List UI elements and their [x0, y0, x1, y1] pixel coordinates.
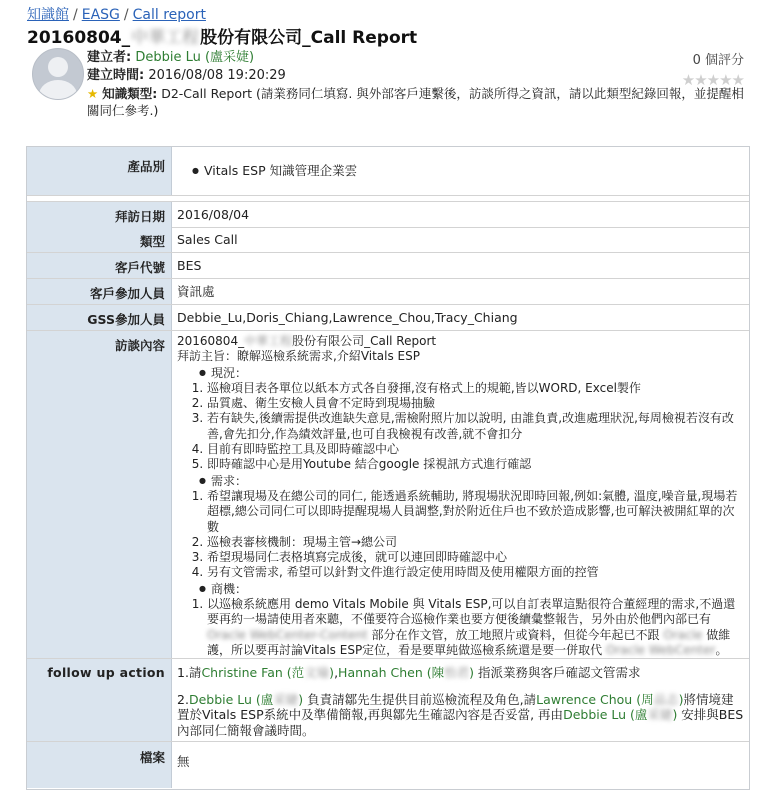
creator-label: 建立者:	[87, 50, 132, 65]
row-label	[27, 202, 172, 227]
row-value: Sales Call	[177, 232, 238, 247]
row-visit-date	[27, 201, 749, 228]
redacted-text: Oracle	[663, 627, 703, 642]
row-type	[27, 227, 749, 253]
person-link[interactable]: Debbie Lu (盧	[563, 707, 648, 722]
redacted-text: 采婕	[273, 691, 299, 707]
row-label-text: follow up action	[47, 665, 165, 680]
row-label-text: GSS參加人員	[87, 312, 165, 327]
knowledge-type-value: D2-Call Report (請業務同仁填寫. 與外部客戶連繫後，訪談所得之資訊，請以此類型紀錄回報，並提醒相關同仁參考.)	[87, 86, 744, 118]
avatar-body-shape	[39, 80, 77, 100]
creator-name[interactable]: Debbie Lu (盧采婕)	[135, 50, 255, 65]
rating-stars-icon[interactable]: ★★★★★	[681, 71, 744, 89]
row-label	[27, 659, 172, 741]
page-title	[27, 23, 417, 48]
row-label-text: 訪談內容	[114, 338, 165, 353]
opportunity-text: 部分在作文管，放工地照片或資料，但從今年起已不跟	[371, 627, 660, 642]
list-item	[207, 597, 745, 658]
row-label-text: 拜訪日期	[114, 209, 165, 224]
created-label: 建立時間:	[87, 68, 145, 83]
avatar-head-shape	[48, 57, 68, 77]
list-item: 2. 品質處、衛生安檢人員會不定時到現場抽驗	[207, 396, 745, 411]
person-link[interactable]: Lawrence Chou (周	[536, 691, 654, 707]
content-title	[177, 334, 745, 349]
row-label-text: 客戶代號	[114, 260, 165, 275]
row-label	[27, 147, 172, 195]
knowledge-type	[87, 85, 747, 119]
breadcrumb-link-easg[interactable]: EASG	[81, 7, 120, 23]
document-header	[32, 46, 744, 126]
row-value	[177, 163, 745, 179]
row-label	[27, 279, 172, 304]
redacted-text: 采	[647, 707, 660, 722]
row-gss	[27, 305, 749, 331]
person-link[interactable]: Hannah Chen (陳	[338, 665, 445, 680]
content-title-prefix: 20160804_	[177, 334, 245, 348]
row-customer	[27, 253, 749, 279]
list-item: 1. 希望讓現場及在總公司的同仁, 能透過系統輔助, 將現場狀況即時回報,例如:氣體, 溫度,噪音量,現場若超標,總公司同仁可以即時提醒現場人員調整,對於附近住戶也不致於造成影響,也可解決被開紅單的次數	[207, 489, 745, 535]
row-content	[27, 331, 749, 659]
redacted-text: Oracle WebCenter-Content	[207, 627, 368, 642]
page-title-prefix: 20160804_	[27, 28, 131, 48]
followup-text: ,	[334, 665, 339, 680]
list-item: 4. 目前有即時監控工具及即時確認中心	[207, 442, 745, 457]
list-item: 2. 巡檢表審核機制：現場主管→總公司	[207, 535, 745, 550]
redacted-text: 品志	[653, 691, 679, 707]
redacted-text: Oracle WebCenter	[606, 642, 716, 657]
followup-text: 1.請	[177, 665, 202, 680]
row-value: 2016/08/04	[177, 207, 250, 222]
list-item: 3. 若有缺失,後續需提供改進缺失意見,需檢附照片加以說明, 由誰負責,改進處理狀況,每周檢視若沒有改善,會先扣分,作為績效評量,也可自我檢視有改善,就不會扣分	[207, 411, 745, 442]
opportunity-text: 。	[715, 642, 728, 657]
document-meta	[87, 49, 286, 85]
row-value: 無	[177, 754, 190, 769]
row-followup	[27, 659, 749, 742]
person-link[interactable]: )	[329, 665, 335, 680]
content-purpose: 拜訪主旨：瞭解巡檢系統需求,介紹Vitals ESP	[177, 349, 420, 364]
list-item: 5. 即時確認中心是用Youtube 結合google 採視訊方式進行確認	[207, 457, 745, 472]
person-link[interactable]: )	[298, 691, 304, 707]
breadcrumb-separator: /	[73, 7, 78, 23]
row-label	[27, 331, 172, 658]
followup-text: 負責請鄒先生提供目前巡檢流程及角色,請	[303, 691, 537, 707]
knowledge-type-label: 知識類型:	[102, 86, 158, 101]
followup-item-2	[177, 692, 745, 739]
redacted-text: 文瑜	[304, 665, 330, 680]
row-product	[27, 147, 749, 196]
section-heading-opportunity: ● 商機：	[199, 581, 745, 597]
avatar[interactable]	[32, 48, 84, 100]
list-item: 3. 希望現場同仁表格填寫完成後，就可以連回即時確認中心	[207, 550, 745, 565]
breadcrumb-link-call-report[interactable]: Call report	[132, 7, 206, 23]
rating	[682, 49, 744, 89]
row-label	[27, 742, 172, 788]
detail-card	[26, 146, 750, 790]
row-participants	[27, 279, 749, 305]
page-title-suffix: 股份有限公司_Call Report	[200, 28, 418, 48]
person-link[interactable]: )	[672, 707, 678, 722]
followup-text: 指派業務與客戶確認文管需求	[474, 665, 641, 680]
list-item: 1. 巡檢項目表各單位以紙本方式各自發揮,沒有格式上的規範,皆以WORD, Excel製作	[207, 381, 745, 396]
row-label	[27, 253, 172, 278]
person-link[interactable]: Debbie Lu (盧	[188, 691, 274, 707]
row-value: Debbie_Lu,Doris_Chiang,Lawrence_Chou,Tracy_Chiang	[177, 310, 518, 325]
breadcrumb-link-knowledge[interactable]: 知識館	[27, 7, 69, 23]
created-value: 2016/08/08 19:20:29	[148, 68, 286, 83]
row-value: 資訊處	[177, 284, 215, 299]
person-link[interactable]: )	[678, 691, 684, 707]
page-title-redacted: 中華工程	[131, 28, 200, 48]
row-label-text: 檔案	[139, 750, 165, 765]
person-link[interactable]: Christine Fan (范	[201, 665, 305, 680]
breadcrumb-separator: /	[123, 7, 129, 23]
redacted-text: 婕	[659, 707, 673, 722]
followup-text: 2.	[177, 691, 189, 707]
list-item: 4. 另有文管需求, 希望可以針對文件進行設定使用時間及使用權限方面的控管	[207, 565, 745, 580]
followup-item-1	[177, 665, 745, 681]
followup-text: 安排與BES內部同仁簡報會議時間。	[177, 707, 744, 738]
followup-text: 將情境建置於Vitals ESP系統中及準備簡報,再與鄒先生確認內容是否妥當, 再由	[177, 691, 734, 722]
row-value: BES	[177, 258, 202, 273]
breadcrumb	[27, 4, 206, 24]
redacted-text: 怡君	[444, 665, 470, 680]
rating-count: 0 個評分	[692, 53, 744, 68]
section-heading-status: ● 現況：	[199, 365, 745, 381]
person-link[interactable]: )	[469, 665, 475, 680]
row-files	[27, 742, 749, 788]
row-label	[27, 227, 172, 252]
row-value	[177, 665, 745, 738]
row-label	[27, 305, 172, 330]
content-title-suffix: 股份有限公司_Call Report	[292, 334, 437, 348]
list-item: ● Vitals ESP 知識管理企業雲	[192, 163, 745, 179]
row-label-text: 產品別	[127, 159, 165, 174]
row-label-text: 類型	[139, 234, 165, 249]
row-value	[177, 334, 745, 658]
content-title-redacted: 中華工程	[244, 334, 293, 348]
section-heading-needs: ● 需求：	[199, 473, 745, 489]
star-icon: ★	[87, 86, 99, 101]
row-label-text: 客戶參加人員	[89, 286, 165, 301]
opportunity-text: 以巡檢系統應用 demo Vitals Mobile 與 Vitals ESP,可以自訂表單這點很符合董經理的需求,不過還要再約一場請使用者來聽，不僅要符合巡檢作業也要方便後續彙整報告，另外由於他們內部已有	[207, 597, 736, 627]
opportunity-text: 做維護，所以要再討論Vitals ESP定位，看是要單純做巡檢系統還是要一併取代	[207, 627, 731, 657]
